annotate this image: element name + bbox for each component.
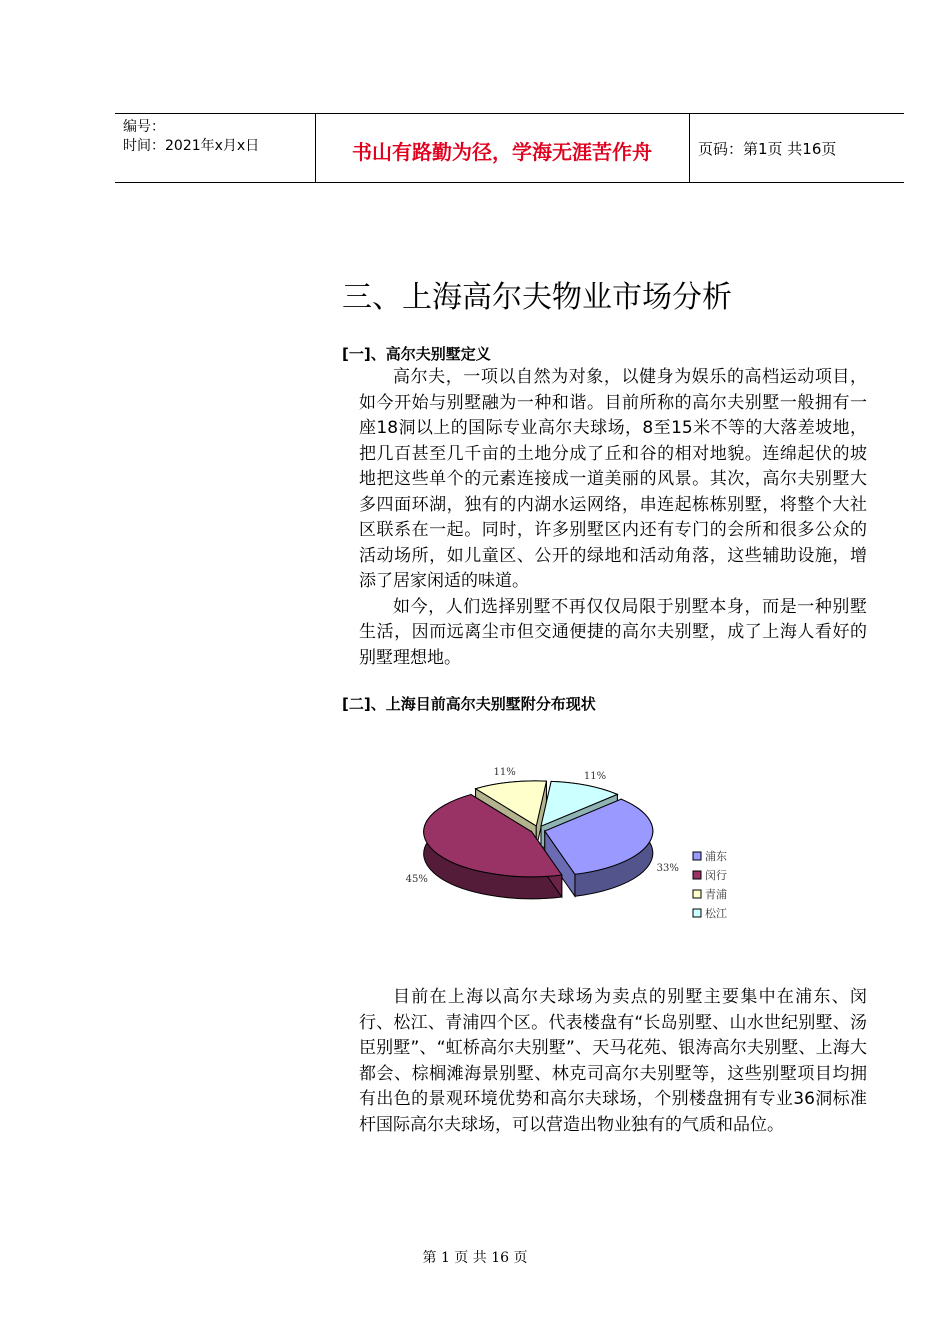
header-divider [689,114,690,182]
document-number-label: 编号： [123,119,165,135]
section-heading-definition: [一]、高尔夫别墅定义 [342,345,491,363]
page-title: 三、上海高尔夫物业市场分析 [342,280,732,315]
header-meta [123,118,259,156]
pie-data-label: 33% [656,863,679,875]
legend-label: 青浦 [705,888,727,901]
legend-label: 浦东 [705,850,727,863]
pie-data-label: 45% [405,873,428,885]
district-pie-chart [390,760,750,940]
paragraph: 如今，人们选择别墅不再仅仅局限于别墅本身，而是一种别墅生活，因而远离尘市但交通便捷的高尔夫别墅，成了上海人看好的别墅理想地。 [359,596,867,668]
section-body-definition [359,365,867,671]
paragraph: 目前在上海以高尔夫球场为卖点的别墅主要集中在浦东、闵行、松江、青浦四个区。代表楼盘有“长岛别墅、山水世纪别墅、汤臣别墅”、“虹桥高尔夫别墅”、天马花苑、银涛高尔夫别墅、上海大都会、棕榈滩海景别墅、林克司高尔夫别墅等，这些别墅项目均拥有出色的景观环境优势和高尔夫球场，个别楼盘拥有专业36洞标准杆国际高尔夫球场，可以营造出物业独有的气质和品位。 [359,987,867,1135]
paragraph: 高尔夫，一项以自然为对象，以健身为娱乐的高档运动项目，如今开始与别墅融为一种和谐。目前所称的高尔夫别墅一般拥有一座18洞以上的国际专业高尔夫球场，8至15米不等的大落差坡地，把几百甚至几千亩的土地分成了丘和谷的相对地貌。连绵起伏的坡地把这些单个的元素连接成一道美丽的风景。其次，高尔夫别墅大多四面环湖，独有的内湖水运网络，串连起栋栋别墅，将整个大社区联系在一起。同时，许多别墅区内还有专门的会所和很多公众的活动场所，如儿童区、公开的绿地和活动角落，这些辅助设施，增添了居家闲适的味道。 [359,367,867,591]
section-body-distribution [359,985,867,1138]
legend-label: 闵行 [705,869,727,882]
legend-swatch [693,871,701,879]
page-footer: 第 1 页 共 16 页 [422,1250,528,1266]
legend-swatch [693,852,701,860]
page-header [115,113,904,183]
legend-label: 松江 [705,907,727,920]
legend-swatch [693,909,701,917]
header-page-info: 页码：第1页 共16页 [698,140,837,158]
pie-data-label: 11% [583,770,607,782]
section-heading-distribution: [二]、上海目前高尔夫别墅附分布现状 [342,695,596,713]
legend-swatch [693,890,701,898]
header-motto: 书山有路勤为径，学海无涯苦作舟 [352,140,652,164]
document-date-label: 时间：2021年x月x日 [123,138,260,154]
pie-data-label: 11% [493,766,516,778]
